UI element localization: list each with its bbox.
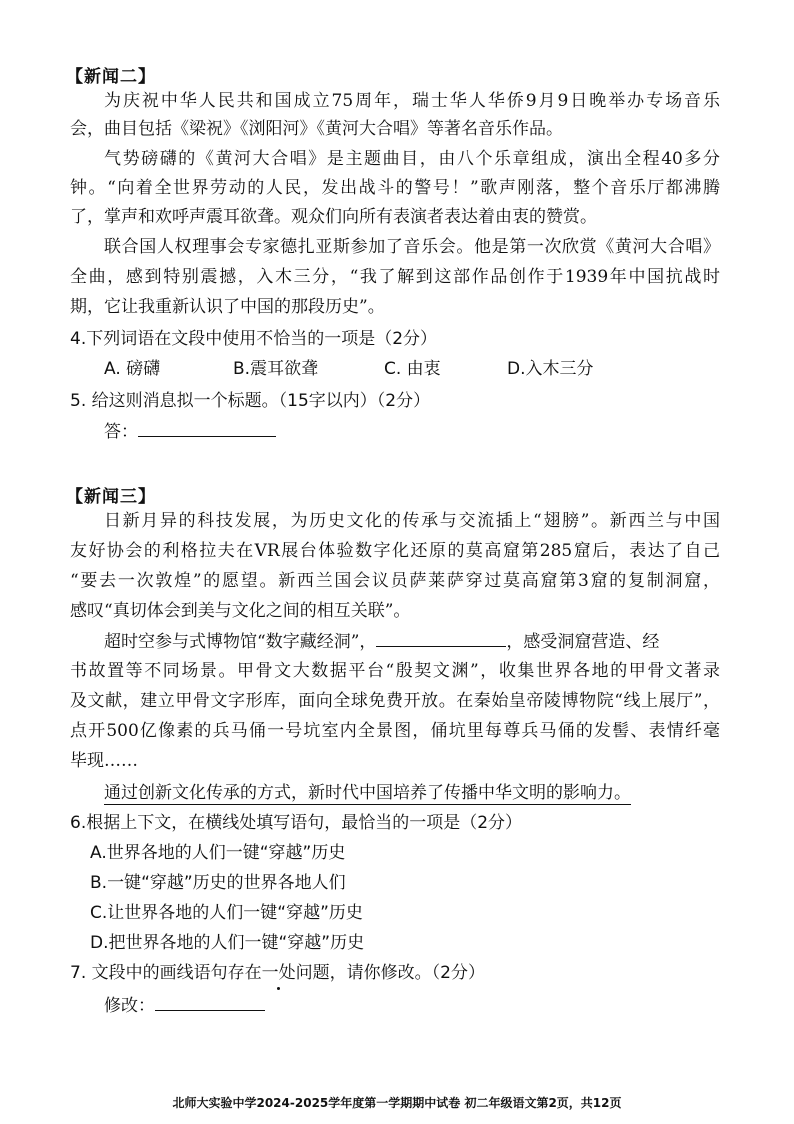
news3-heading: 【新闻三】 <box>66 487 156 507</box>
news3-p2-line3: 及文献，建立甲骨文字形库，面向全球免费开放。在秦始皇帝陵博物院“线上展厅”， <box>70 691 720 711</box>
q5-answer-blank[interactable] <box>138 420 276 437</box>
news2-p2-line1: 气势磅礴的《黄河大合唱》是主题曲目，由八个乐章组成，演出全程40多分 <box>104 149 720 169</box>
page-footer: 北师大实验中学2024-2025学年度第一学期期中试卷 初二年级语文第2页，共12页 <box>172 1096 622 1110</box>
news3-p1-line4: 感叹“真切体会到美与文化之间的相互关联”。 <box>70 601 411 621</box>
q6-option-a: A.世界各地的人们一键“穿越”历史 <box>90 843 346 863</box>
news2-p2-line2: 钟。“向着全世界劳动的人民，发出战斗的警号！”歌声刚落，整个音乐厅都沸腾 <box>70 178 720 198</box>
news3-p1-line3: “要去一次敦煌”的愿望。新西兰国会议员萨莱萨穿过莫高窟第3窟的复制洞窟， <box>70 571 720 591</box>
news3-fill-blank[interactable] <box>376 630 506 647</box>
q7-answer-blank[interactable] <box>155 994 265 1011</box>
news3-underlined-sentence: 通过创新文化传承的方式，新时代中国培养了传播中华文明的影响力。 <box>104 783 631 803</box>
q5-answer-label: 答： <box>104 422 138 442</box>
q6-option-c: C.让世界各地的人们一键“穿越”历史 <box>90 903 363 923</box>
news2-p3-line3: 期，它让我重新认识了中国的那段历史”。 <box>70 297 385 317</box>
news2-p1-line2: 会，曲目包括《梁祝》《浏阳河》《黄河大合唱》等著名音乐作品。 <box>70 119 563 139</box>
news2-p3-line1: 联合国人权理事会专家德扎亚斯参加了音乐会。他是第一次欣赏《黄河大合唱》 <box>104 237 720 257</box>
q5-stem: 5. 给这则消息拟一个标题。（15字以内）（2分） <box>70 391 431 411</box>
q6-stem: 6.根据上下文，在横线处填写语句，最恰当的一项是（2分） <box>70 813 523 833</box>
q5-answer-row <box>104 420 276 443</box>
q4-option-b: B.震耳欲聋 <box>233 359 319 379</box>
news3-p2-line1 <box>104 630 720 653</box>
q7-stem-dotted: 一处 <box>261 963 296 983</box>
news2-p3-line2: 全曲，感到特别震撼，入木三分，“我了解到这部作品创作于1939年中国抗战时 <box>70 267 720 287</box>
news3-p1-line2: 友好协会的利格拉夫在VR展台体验数字化还原的莫高窟第285窟后，表达了自己 <box>70 541 720 561</box>
q7-answer-label: 修改： <box>104 996 155 1016</box>
q7-stem-before: 7. 文段中的画线语句存在 <box>70 963 262 983</box>
q7-answer-row <box>104 994 265 1017</box>
q7-stem <box>70 962 485 984</box>
q7-stem-after: 问题，请你修改。（2分） <box>295 963 485 983</box>
news3-p2-after-blank: ，感受洞窟营造、经 <box>506 632 660 652</box>
news3-p1-line1: 日新月异的科技发展，为历史文化的传承与交流插上“翅膀”。新西兰与中国 <box>104 511 720 531</box>
news2-p2-line3: 了，掌声和欢呼声震耳欲聋。观众们向所有表演者表达着由衷的赞赏。 <box>70 207 597 227</box>
news3-p2-before-blank: 超时空参与式博物馆“数字藏经洞”， <box>104 632 377 652</box>
q4-option-d: D.入木三分 <box>507 359 594 379</box>
q6-option-b: B.一键“穿越”历史的世界各地人们 <box>90 873 346 893</box>
news3-p2-line4: 点开500亿像素的兵马俑一号坑室内全景图，俑坑里每尊兵马俑的发髻、表情纤毫 <box>70 721 720 741</box>
news3-p2-line5: 毕现…… <box>70 751 138 771</box>
q4-option-a: A. 磅礴 <box>104 359 161 379</box>
news3-underlined-line <box>104 782 720 804</box>
q4-option-c: C. 由衷 <box>384 359 441 379</box>
q6-option-d: D.把世界各地的人们一键“穿越”历史 <box>90 933 365 953</box>
q4-stem: 4.下列词语在文段中使用不恰当的一项是（2分） <box>70 329 438 349</box>
news2-p1-line1: 为庆祝中华人民共和国成立75周年，瑞士华人华侨9月9日晚举办专场音乐 <box>104 91 720 111</box>
news2-heading: 【新闻二】 <box>66 67 156 87</box>
news3-p2-line2: 书故置等不同场景。甲骨文大数据平台“殷契文渊”，收集世界各地的甲骨文著录 <box>70 661 720 681</box>
